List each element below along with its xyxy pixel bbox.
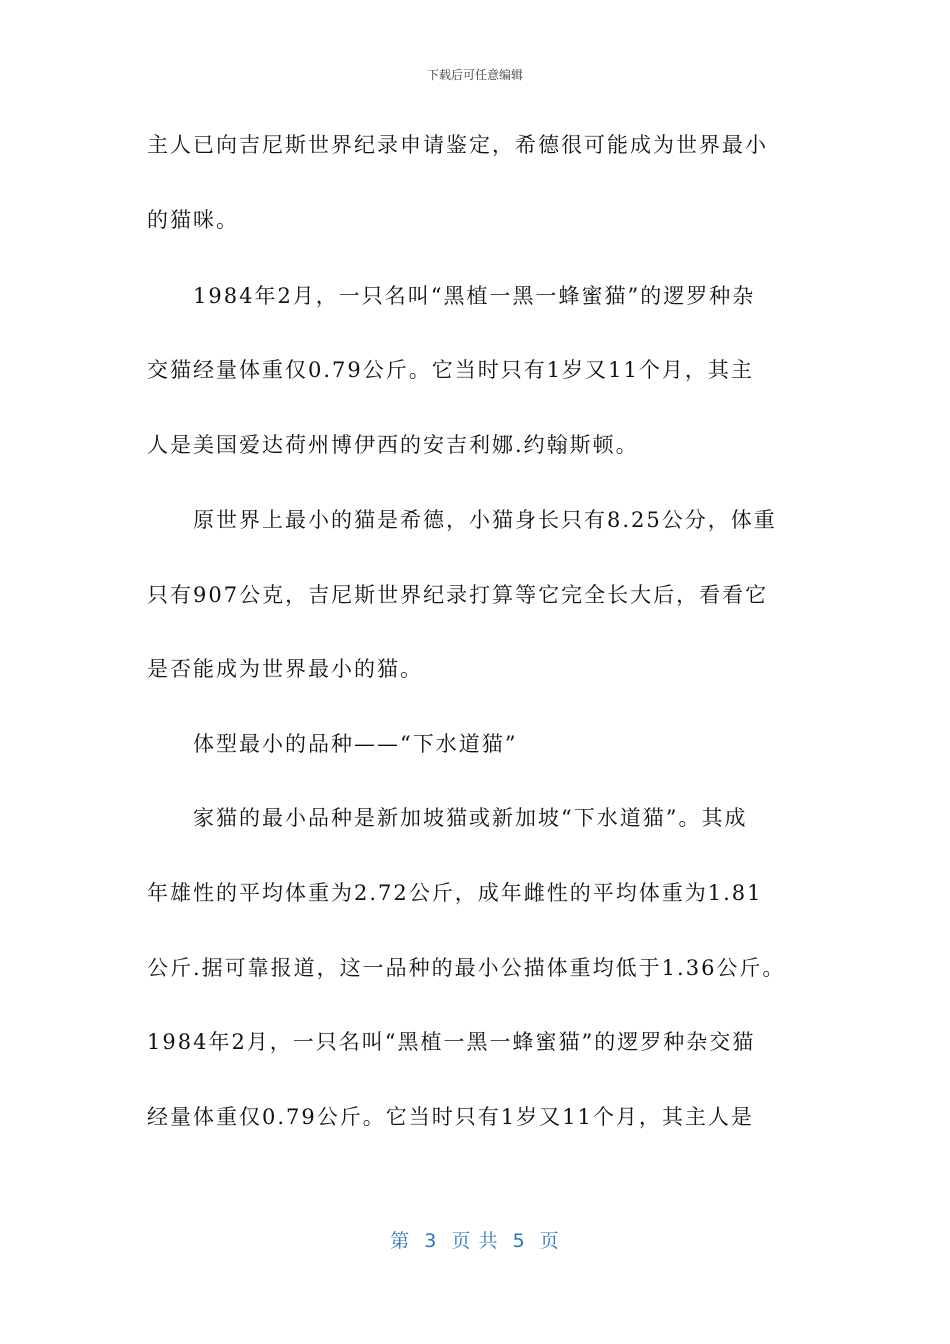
text-line-4: 交猫经量体重仅0.79公斤。它当时只有1岁又11个月，其主 (147, 358, 754, 382)
page-header: 下载后可任意编辑 (426, 68, 523, 82)
text-line-9: 体型最小的品种——“下水道猫” (193, 732, 518, 756)
text-line-6: 原世界上最小的猫是希德，小猫身长只有8.25公分，体重 (193, 508, 777, 532)
text-line-3: 1984年2月，一只名叫“黑植一黑一蜂蜜猫”的逻罗种杂 (193, 284, 756, 308)
text-line-8: 是否能成为世界最小的猫。 (147, 657, 423, 681)
text-line-1: 主人已向吉尼斯世界纪录申请鉴定，希德很可能成为世界最小 (147, 133, 768, 157)
text-line-14: 经量体重仅0.79公斤。它当时只有1岁又11个月，其主人是 (147, 1105, 754, 1129)
text-line-5: 人是美国爱达荷州博伊西的安吉利娜.约翰斯顿。 (147, 433, 639, 457)
text-line-13: 1984年2月，一只名叫“黑植一黑一蜂蜜猫”的逻罗种杂交猫 (147, 1030, 756, 1054)
page-number-footer: 第 3 页 共 5 页 (390, 1230, 560, 1252)
text-line-11: 年雄性的平均体重为2.72公斤，成年雌性的平均体重为1.81 (147, 881, 763, 905)
text-line-7: 只有907公克，吉尼斯世界纪录打算等它完全长大后，看看它 (147, 583, 769, 607)
text-line-12: 公斤.据可靠报道，这一品种的最小公描体重均低于1.36公斤。 (147, 956, 786, 980)
text-line-2: 的猫咪。 (147, 208, 239, 232)
text-line-10: 家猫的最小品种是新加坡猫或新加坡“下水道猫”。其成 (193, 806, 748, 830)
